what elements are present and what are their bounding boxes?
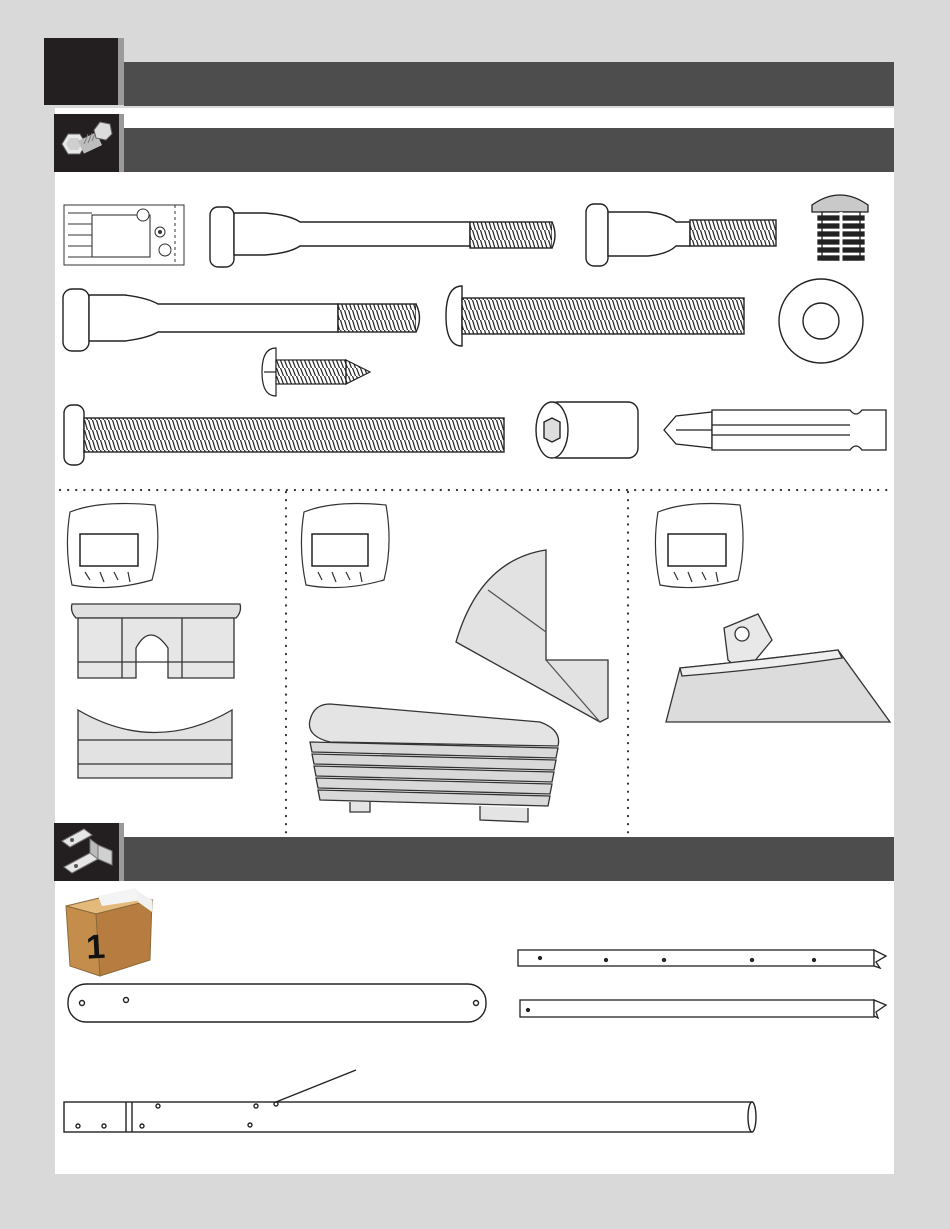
box-number: 1 — [85, 927, 107, 967]
hardware-card — [64, 205, 184, 265]
shoulder-bolt-short — [586, 204, 776, 266]
rectangular-tube-insert — [309, 704, 558, 822]
rail-lower — [520, 1000, 886, 1018]
end-cap-arch — [72, 604, 241, 678]
callout-leader — [276, 1070, 356, 1102]
flat-bar — [68, 984, 486, 1022]
machine-bolt-round-head — [446, 286, 744, 346]
plastic-push-rivet — [812, 195, 868, 262]
self-tapping-screw — [262, 348, 370, 396]
curved-foot-cap — [78, 710, 232, 778]
flat-washer — [779, 279, 863, 363]
phillips-driver-bit — [664, 410, 886, 450]
barrel-nut — [536, 402, 638, 458]
shoulder-bolt-long — [210, 207, 555, 267]
parts-bag-1 — [67, 504, 157, 588]
corner-gusset — [456, 550, 608, 722]
cardboard-box-icon — [66, 888, 152, 976]
shoulder-bolt-medium — [63, 289, 420, 351]
mounting-tab-bracket — [666, 614, 890, 722]
long-tube — [64, 1102, 756, 1132]
rail-upper — [518, 950, 886, 968]
parts-bag-2 — [301, 504, 389, 588]
parts-bag-3 — [655, 504, 743, 588]
long-machine-bolt — [64, 405, 504, 465]
